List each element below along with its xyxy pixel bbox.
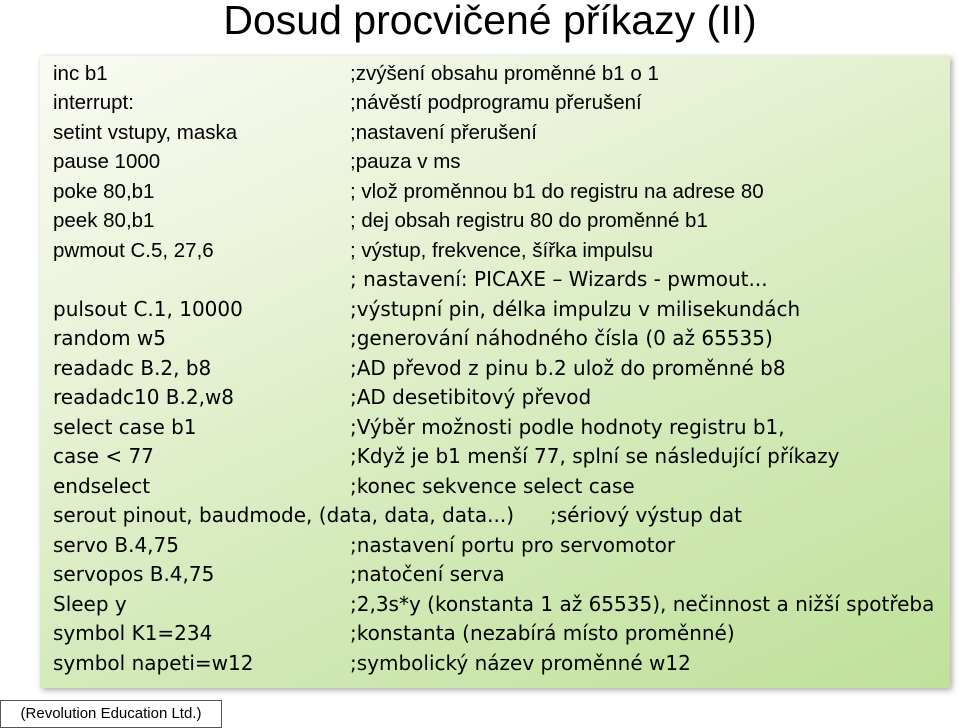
command-line <box>53 649 943 678</box>
command-comment: ;symbolický název proměnné w12 <box>350 651 691 675</box>
command-text: Sleep y <box>53 592 127 616</box>
command-comment: ; vlož proměnnou b1 do registru na adrese 80 <box>350 180 764 203</box>
command-comment: ; nastavení: PICAXE – Wizards - pwmout... <box>350 267 768 291</box>
command-text: servo B.4,75 <box>53 533 179 557</box>
command-line <box>53 501 943 530</box>
command-line <box>53 177 943 206</box>
command-line <box>53 324 943 353</box>
command-text: readadc10 B.2,w8 <box>53 385 235 409</box>
command-text: servopos B.4,75 <box>53 562 215 586</box>
command-comment: ; výstup, frekvence, šířka impulsu <box>350 239 654 262</box>
command-text: peek 80,b1 <box>53 209 155 232</box>
command-text: random w5 <box>53 326 167 350</box>
command-line <box>53 383 943 412</box>
command-text: pwmout C.5, 27,6 <box>53 239 214 262</box>
command-comment: ;natočení serva <box>350 562 505 586</box>
command-line <box>53 88 943 117</box>
command-comment: ;výstupní pin, délka impulzu v milisekundách <box>350 297 801 321</box>
command-comment: ;konec sekvence select case <box>350 474 635 498</box>
command-line <box>53 590 943 619</box>
command-line <box>53 295 943 324</box>
command-text: interrupt: <box>53 91 134 114</box>
command-comment: ;Výběr možnosti podle hodnoty registru b1, <box>350 415 785 439</box>
command-text: endselect <box>53 474 151 498</box>
command-text: select case b1 <box>53 415 197 439</box>
command-comment: ;2,3s*y (konstanta 1 až 65535), nečinnost a nižší spotřeba <box>350 592 935 616</box>
command-line <box>53 354 943 383</box>
command-line <box>53 619 943 648</box>
command-text: serout pinout, baudmode, (data, data, data...) <box>53 503 515 527</box>
command-line <box>53 442 943 471</box>
command-line <box>53 206 943 235</box>
command-line <box>53 413 943 442</box>
command-line <box>53 560 943 589</box>
command-comment: ;zvýšení obsahu proměnné b1 o 1 <box>350 62 659 85</box>
command-comment: ;nastavení přerušení <box>350 121 537 144</box>
commands-panel <box>40 56 950 688</box>
command-line <box>53 59 943 88</box>
command-text: poke 80,b1 <box>53 180 155 203</box>
command-text: pause 1000 <box>53 150 161 173</box>
command-line <box>53 236 943 265</box>
command-text: inc b1 <box>53 62 108 85</box>
command-line <box>53 147 943 176</box>
command-comment: ;návěstí podprogramu přerušení <box>350 91 642 114</box>
command-text: symbol napeti=w12 <box>53 651 254 675</box>
command-line <box>53 265 943 294</box>
command-line <box>53 472 943 501</box>
command-comment: ;generování náhodného čísla (0 až 65535) <box>350 326 773 350</box>
page-title: Dosud procvičené příkazy (II) <box>223 0 757 43</box>
command-comment: ;AD desetibitový převod <box>350 385 592 409</box>
command-comment: ;sériový výstup dat <box>550 503 742 527</box>
command-comment: ;AD převod z pinu b.2 ulož do proměnné b8 <box>350 356 786 380</box>
command-text: pulsout C.1, 10000 <box>53 297 243 321</box>
command-text: case < 77 <box>53 444 154 468</box>
command-comment: ; dej obsah registru 80 do proměnné b1 <box>350 209 708 232</box>
command-line <box>53 118 943 147</box>
command-text: readadc B.2, b8 <box>53 356 212 380</box>
command-comment: ;Když je b1 menší 77, splní se následující příkazy <box>350 444 840 468</box>
source-credit: (Revolution Education Ltd.) <box>0 700 222 728</box>
command-line <box>53 531 943 560</box>
command-text: setint vstupy, maska <box>53 121 238 144</box>
command-comment: ;konstanta (nezabírá místo proměnné) <box>350 621 735 645</box>
command-comment: ;pauza v ms <box>350 150 461 173</box>
command-comment: ;nastavení portu pro servomotor <box>350 533 676 557</box>
command-text: symbol K1=234 <box>53 621 213 645</box>
